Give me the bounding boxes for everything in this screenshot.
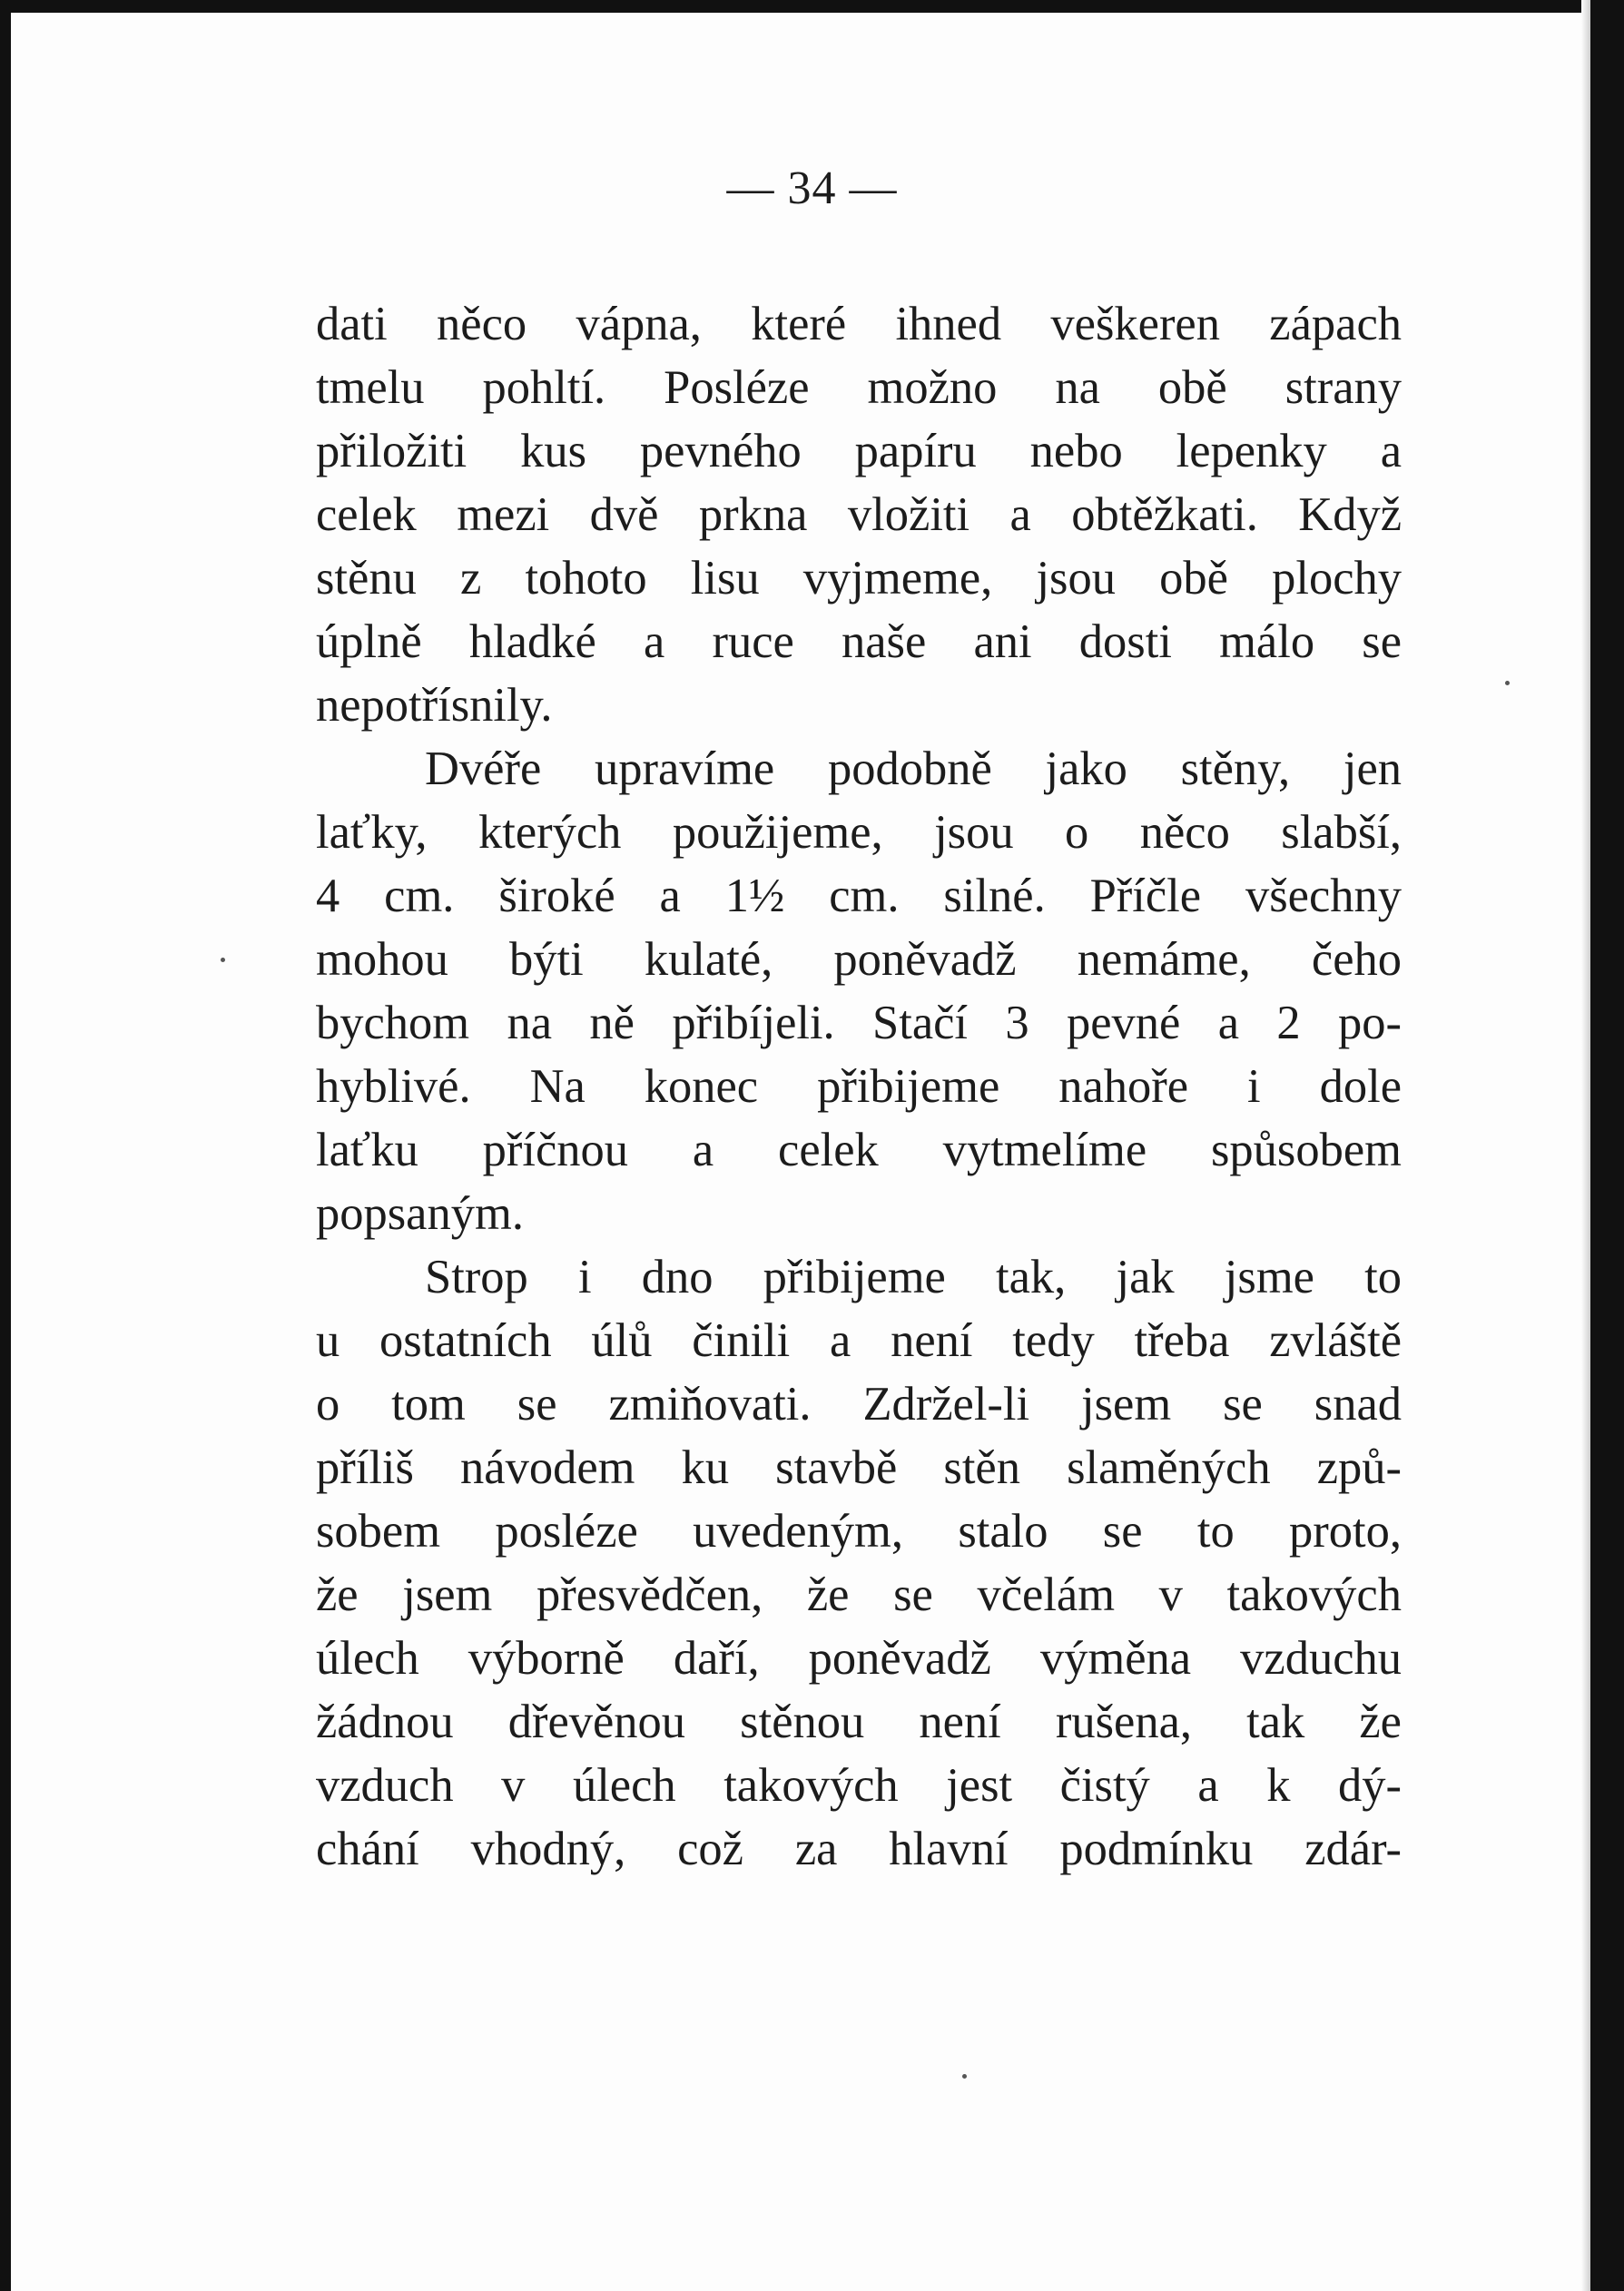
text-line: příliš návodem ku stavbě stěn slaměných způ- [316,1441,1402,1494]
text-line: vzduch v úlech takových jest čistý a k dý- [316,1759,1402,1812]
text-line: sobem posléze uvedeným, stalo se to proto, [316,1505,1402,1558]
text-line: popsaným. [316,1187,524,1240]
text-line: tmelu pohltí. Posléze možno na obě strany [316,361,1402,414]
text-line: u ostatních úlů činili a není tedy třeba zvláště [316,1314,1402,1367]
body-text [316,292,1402,1881]
text-line: Dvéře upravíme podobně jako stěny, jen [425,742,1402,795]
page-gutter-shadow [1581,0,1590,2291]
text-line: dati něco vápna, které ihned veškeren zápach [316,298,1402,350]
scan-left-edge [0,0,11,2291]
text-line: že jsem přesvědčen, že se včelám v takových [316,1568,1402,1621]
text-line: Strop i dno přibijeme tak, jak jsme to [425,1251,1402,1303]
text-line: mohou býti kulaté, poněvadž nemáme, čeho [316,933,1402,986]
text-line: celek mezi dvě prkna vložiti a obtěžkati. Když [316,488,1402,541]
text-line: bychom na ně přibíjeli. Stačí 3 pevné a 2 po- [316,997,1402,1049]
text-line: laťky, kterých použijeme, jsou o něco slabší, [316,806,1402,859]
page-number: — 34 — [726,162,898,214]
text-line: úplně hladké a ruce naše ani dosti málo se [316,615,1402,668]
scan-speck [221,958,225,962]
text-line: úlech výborně daří, poněvadž výměna vzduchu [316,1632,1402,1685]
scan-right-edge [1590,0,1624,2291]
text-line: stěnu z tohoto lisu vyjmeme, jsou obě plochy [316,552,1402,605]
text-line: nepotřísnily. [316,679,553,732]
scan-speck [962,2074,967,2079]
scan-speck [1505,681,1510,685]
text-line: přiložiti kus pevného papíru nebo lepenky a [316,425,1402,477]
text-line: o tom se zmiňovati. Zdržel-li jsem se snad [316,1378,1402,1431]
text-line: žádnou dřevěnou stěnou není rušena, tak že [316,1696,1402,1748]
scan-top-edge [0,0,1624,13]
text-line: hyblivé. Na konec přibijeme nahoře i dole [316,1060,1402,1113]
text-line: laťku příčnou a celek vytmelíme spůsobem [316,1124,1402,1176]
text-line: 4 cm. široké a 1½ cm. silné. Příčle všechny [316,870,1402,922]
text-line: chání vhodný, což za hlavní podmínku zdár- [316,1823,1402,1875]
